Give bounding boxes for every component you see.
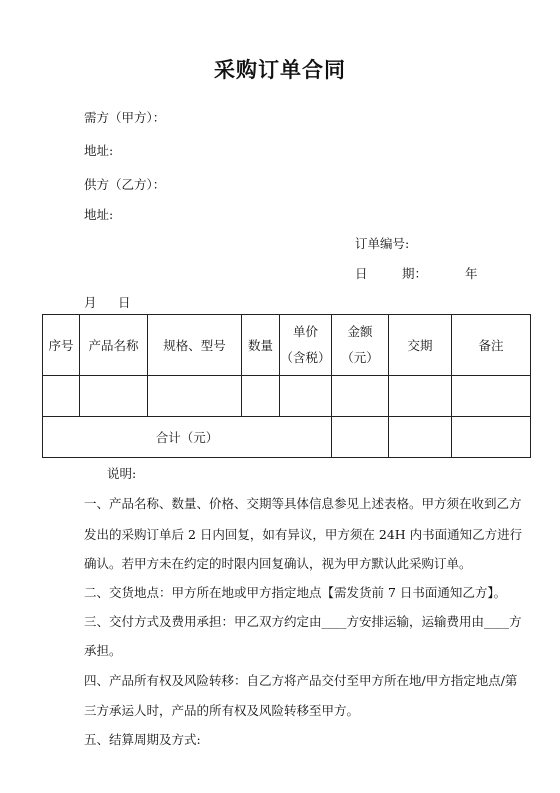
clause-4-line-2: 三方承运人时，产品的所有权及风险转移至甲方。	[84, 703, 360, 718]
table-cell	[242, 376, 280, 417]
supplier-label: 供方（乙方）：	[84, 177, 166, 192]
header-amount-line1: 金额	[347, 324, 373, 339]
header-spec: 规格、型号	[148, 315, 242, 376]
table-cell	[148, 376, 242, 417]
date-label-day-char: 日	[355, 266, 368, 281]
clause-3-line-1: 三、交付方式及费用承担：甲乙双方约定由____方安排运输，运输费用由____方	[84, 614, 522, 629]
header-unit-price-line2: （含税）	[280, 350, 331, 365]
date-label-year: 年	[465, 266, 478, 281]
table-cell	[389, 376, 452, 417]
order-number-label: 订单编号:	[355, 236, 410, 251]
notes-label: 说明:	[107, 466, 137, 481]
table-cell	[43, 376, 80, 417]
clause-5: 五、结算周期及方式:	[84, 732, 201, 747]
total-delivery-cell	[389, 417, 452, 458]
table-row	[43, 376, 531, 417]
header-delivery: 交期	[389, 315, 452, 376]
header-seq: 序号	[43, 315, 80, 376]
clause-1-line-2: 发出的采购订单后 2 日内回复，如有异议，甲方须在 24H 内书面通知乙方进行	[84, 527, 523, 542]
total-remarks-cell	[452, 417, 531, 458]
header-unit-price-line1: 单价	[292, 324, 318, 339]
header-unit-price	[280, 315, 332, 376]
total-amount-cell	[332, 417, 389, 458]
contract-title: 采购订单合同	[214, 58, 346, 82]
supplier-address-label: 地址:	[84, 207, 114, 222]
date-label-month: 月	[84, 295, 97, 310]
date-label-period: 期：	[402, 266, 428, 281]
buyer-address-label: 地址:	[84, 143, 114, 158]
clause-1-line-3: 确认。若甲方未在约定的时限内回复确认，视为甲方默认此采购订单。	[84, 556, 472, 571]
total-label: 合计（元）	[43, 417, 332, 458]
order-items-table	[42, 314, 531, 458]
buyer-label: 需方（甲方）：	[84, 110, 166, 125]
table-cell	[332, 376, 389, 417]
header-product-name: 产品名称	[80, 315, 148, 376]
header-amount-line2: （元）	[341, 350, 379, 365]
date-label-date: 日	[118, 295, 131, 310]
header-amount	[332, 315, 389, 376]
clause-4-line-1: 四、产品所有权及风险转移：自乙方将产品交付至甲方所在地/甲方指定地点/第	[84, 673, 518, 688]
table-cell	[452, 376, 531, 417]
header-quantity: 数量	[242, 315, 280, 376]
clause-2: 二、交货地点：甲方所在地或甲方指定地点【需发货前 7 日书面通知乙方】。	[84, 585, 507, 600]
table-total-row	[43, 417, 531, 458]
table-header-row	[43, 315, 531, 376]
table-cell	[280, 376, 332, 417]
clause-1-line-1: 一、产品名称、数量、价格、交期等具体信息参见上述表格。甲方须在收到乙方	[84, 496, 522, 511]
clause-3-line-2: 承担。	[84, 643, 122, 658]
header-remarks: 备注	[452, 315, 531, 376]
table-cell	[80, 376, 148, 417]
